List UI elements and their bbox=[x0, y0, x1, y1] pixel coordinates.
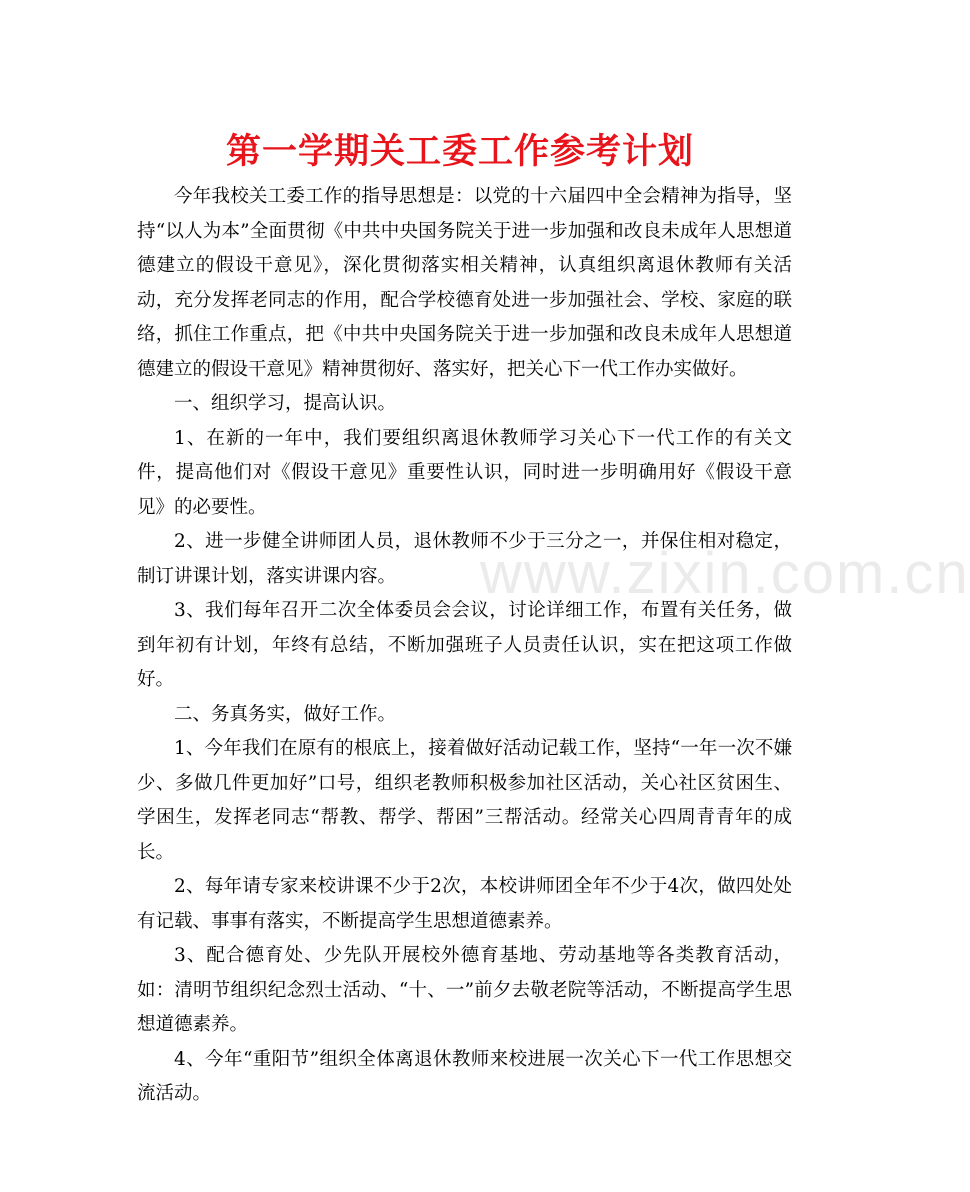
paragraph-item: 3、我们每年召开二次全体委员会会议，讨论详细工作，布置有关任务，做到年初有计划，年终有总结，不断加强班子人员责任认识，实在把这项工作做好。 bbox=[137, 600, 792, 690]
paragraph-item: 2、进一步健全讲师团人员，退休教师不少于三分之一，并保住相对稳定，制订讲课计划，落实讲课内容。 bbox=[137, 531, 792, 587]
paragraph-item: 4、今年“重阳节”组织全体离退休教师来校进展一次关心下一代工作思想交流活动。 bbox=[137, 1048, 792, 1104]
section-heading-2: 二、务真务实，做好工作。 bbox=[174, 703, 397, 725]
paragraph-item: 2、每年请专家来校讲课不少于2次，本校讲师团全年不少于4次，做四处处有记载、事事有落实，不断提高学生思想道德素养。 bbox=[137, 876, 792, 932]
paragraph-item: 3、配合德育处、少先队开展校外德育基地、劳动基地等各类教育活动，如：清明节组织纪念烈士活动、“十、一”前夕去敬老院等活动，不断提高学生思想道德素养。 bbox=[137, 945, 792, 1035]
document-title: 第一学期关工委工作参考计划 bbox=[225, 131, 694, 172]
watermark: www.zixin.com.cn bbox=[480, 541, 970, 606]
section-heading-1: 一、组织学习，提高认识。 bbox=[174, 393, 397, 414]
paragraph-intro: 今年我校关工委工作的指导思想是：以党的十六届四中全会精神为指导，坚持“以人为本”全面贯彻《中共中央国务院关于进一步加强和改良未成年人思想道德建立的假设干意见》，深化贯彻落实相关精神，认真组织离退休教师有关活动，充分发挥老同志的作用，配合学校德育处进一步加强社会、学校、家庭的联络，抓住工作重点，把《中共中央国务院关于进一步加强和改良未成年人思想道德建立的假设干意见》精神贯彻好、落实好，把关心下一代工作办实做好。 bbox=[137, 186, 792, 380]
paragraph-item: 1、在新的一年中，我们要组织离退休教师学习关心下一代工作的有关文件，提高他们对《假设干意见》重要性认识，同时进一步明确用好《假设干意见》的必要性。 bbox=[137, 427, 792, 518]
document-body bbox=[137, 180, 792, 1112]
paragraph-item: 1、今年我们在原有的根底上，接着做好活动记载工作，坚持“一年一次不嫌少、多做几件更加好”口号，组织老教师积极参加社区活动，关心社区贫困生、学困生，发挥老同志“帮教、帮学、帮困”三帮活动。经常关心四周青青年的成长。 bbox=[137, 738, 792, 863]
